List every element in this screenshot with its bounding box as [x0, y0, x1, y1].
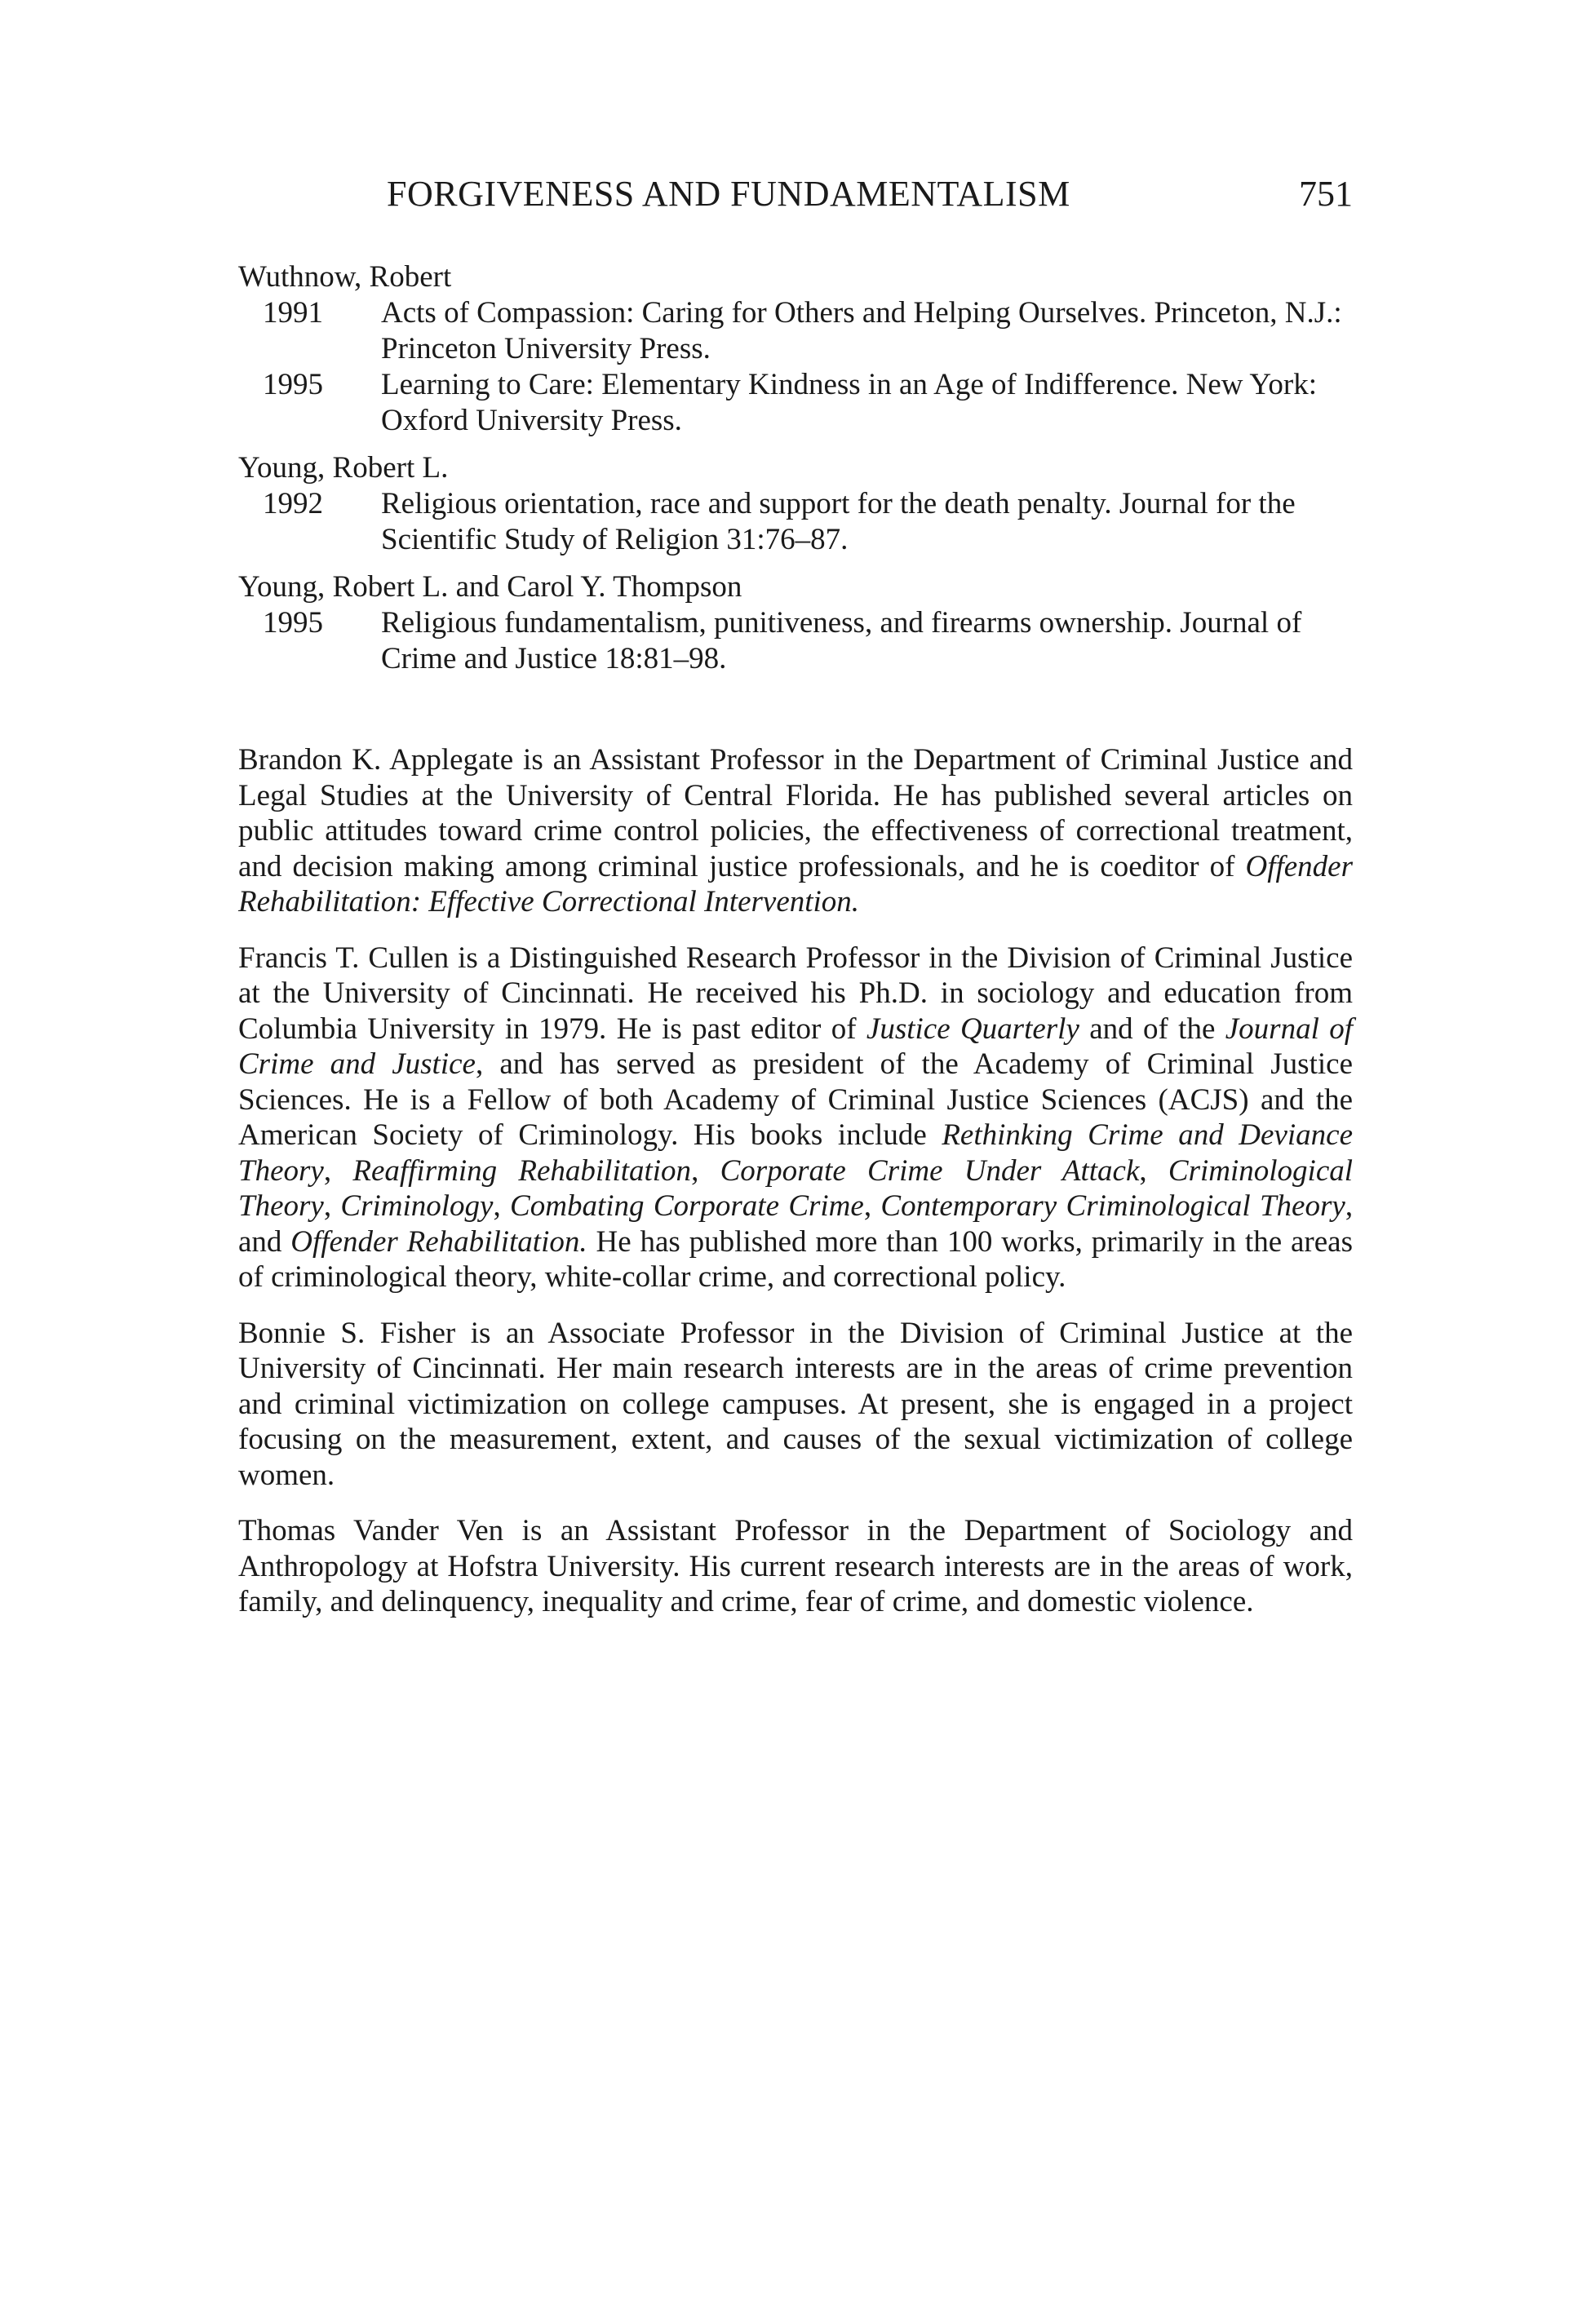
page-number: 751	[1299, 174, 1353, 214]
bio-text: He has published more than 100 works, primarily in the areas of criminological theory, white-collar crime, and correctional policy.	[238, 1224, 1353, 1294]
bio-title-italic: Justice Quarterly	[866, 1011, 1079, 1046]
reference-year: 1995	[263, 368, 323, 401]
bio-text: Thomas Vander Ven is an Assistant Professor in the Department of Sociology and Anthropology at Hofstra University. His current research interests are in the areas of work, family, and delinquency, inequality and crime, fear of crime, and domestic violence.	[238, 1514, 1353, 1618]
bio-text: Brandon K. Applegate is an Assistant Professor in the Department of Criminal Justice and Legal Studies at the University of Central Florida. He has published several articles on public attitudes toward crime control policies, the effectiveness of correctional treatment, and decision making among criminal justice professionals, and he is coeditor of	[238, 743, 1353, 883]
reference-entry	[238, 569, 1353, 677]
bio-title-italic: Criminological Theory	[238, 1153, 1354, 1223]
author-bios	[238, 742, 1353, 1640]
reference-text: Acts of Compassion: Caring for Others and Helping Ourselves. Princeton, N.J.: Princeton University Press.	[381, 296, 1342, 365]
reference-item	[238, 367, 1353, 439]
running-head	[238, 170, 1353, 219]
bio-text: Francis T. Cullen is a Distinguished Research Professor in the Division of Criminal Justice at the University of Cincinnati. He received his Ph.D. in sociology and education from Columbia University in 1979. He is past editor of	[238, 941, 1353, 1046]
bio-text: Bonnie S. Fisher is an Associate Professor in the Division of Criminal Justice at the University of Cincinnati. Her main research interests are in the areas of crime prevention and criminal victimization on college campuses. At present, she is engaged in a project focusing on the measurement, extent, and causes of the sexual victimization of college women.	[238, 1316, 1353, 1492]
bio-title-italic: Criminology	[340, 1189, 494, 1223]
running-title: FORGIVENESS AND FUNDAMENTALISM	[387, 174, 1070, 214]
bio-title-italic: Offender Rehabilitation.	[290, 1224, 587, 1259]
bio-text: ,	[323, 1189, 341, 1223]
bio-fisher	[238, 1316, 1353, 1494]
reference-year: 1995	[263, 606, 323, 640]
bio-text: ,	[691, 1153, 720, 1188]
bio-text: , and has served as president of the Academy of Criminal Justice Sciences. He is a Fellow of both Academy of Criminal Justice Sciences (ACJS) and the American Society of Criminology. His books include	[238, 1047, 1353, 1152]
bio-text: ,	[493, 1189, 511, 1223]
bio-text: ,	[323, 1153, 353, 1188]
bio-title-italic: Contemporary Criminological Theory	[880, 1189, 1345, 1223]
reference-text: Learning to Care: Elementary Kindness in an Age of Indifference. New York: Oxford University Press.	[381, 368, 1318, 437]
bio-text: and of the	[1079, 1011, 1225, 1046]
bio-vander-ven	[238, 1513, 1353, 1620]
bio-text: , and	[238, 1189, 1354, 1259]
bio-text: ,	[1139, 1153, 1168, 1188]
bio-title-italic: Combating Corporate Crime	[510, 1189, 864, 1223]
bio-cullen	[238, 941, 1353, 1295]
reference-text: Religious fundamentalism, punitiveness, and firearms ownership. Journal of Crime and Justice 18:81–98.	[381, 606, 1302, 675]
reference-item	[238, 605, 1353, 677]
reference-list	[238, 259, 1353, 688]
reference-item	[238, 486, 1353, 558]
reference-item	[238, 295, 1353, 367]
bio-title-italic: Corporate Crime Under Attack	[720, 1153, 1140, 1188]
reference-author: Wuthnow, Robert	[238, 260, 452, 294]
bio-text: ,	[863, 1189, 881, 1223]
reference-author: Young, Robert L. and Carol Y. Thompson	[238, 570, 742, 604]
reference-year: 1992	[263, 487, 323, 520]
reference-year: 1991	[263, 296, 323, 330]
reference-entry	[238, 450, 1353, 558]
reference-entry	[238, 259, 1353, 439]
bio-title-italic: Reaffirming Rehabilitation	[352, 1153, 692, 1188]
bio-applegate	[238, 742, 1353, 920]
reference-text: Religious orientation, race and support for the death penalty. Journal for the Scientific Study of Religion 31:76–87.	[381, 487, 1296, 556]
bio-title-italic: Offender Rehabilitation: Effective Correctional Intervention.	[238, 849, 1353, 919]
bio-title-italic: Rethinking Crime and Deviance Theory	[238, 1118, 1353, 1188]
bio-title-italic: Journal of Crime and Justice	[238, 1011, 1353, 1081]
reference-author: Young, Robert L.	[238, 451, 449, 485]
